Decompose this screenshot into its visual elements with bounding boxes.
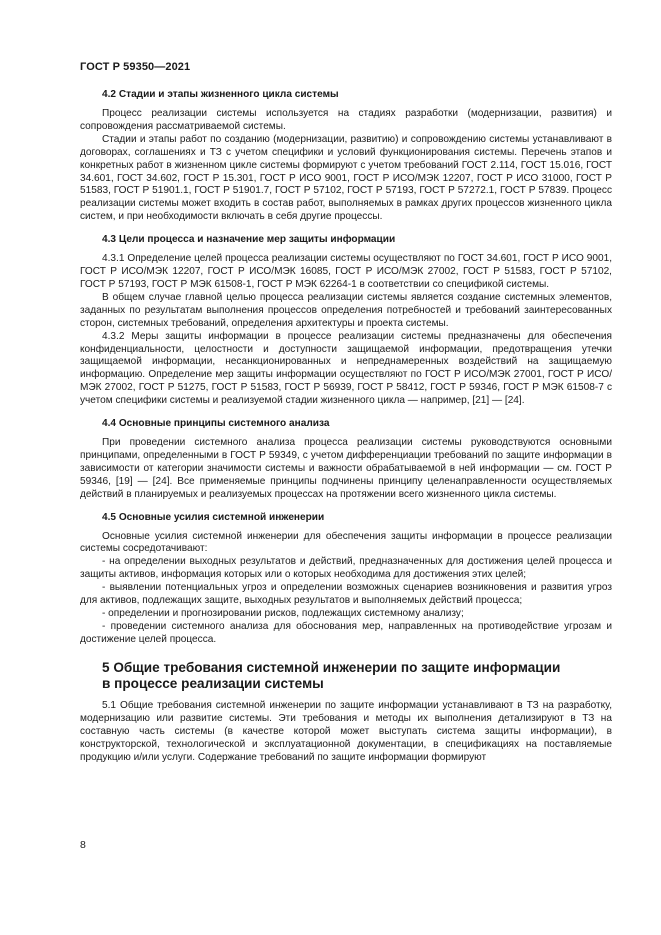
section-heading-4-3: 4.3 Цели процесса и назначение мер защиты информации — [102, 234, 396, 246]
paragraph: Процесс реализации системы используется на стадиях разработки (модернизации, развития) и сопровождения рассматриваемой системы. — [80, 108, 612, 132]
list-item: - выявлении потенциальных угроз и определении возможных сценариев возникновения и развития угроз для активов, подлежащих защите, выходных результатов и выполняемых действий процесса; — [80, 582, 612, 607]
standard-id-header: ГОСТ Р 59350—2021 — [80, 61, 191, 73]
list-item: - на определении выходных результатов и действий, предназначенных для достижения целей процесса и защиты активов, информация которых или о которых необходима для достижения этих целей; — [80, 556, 612, 581]
chapter-heading-line: в процессе реализации системы — [102, 675, 324, 691]
section-heading-4-4: 4.4 Основные принципы системного анализа — [102, 418, 330, 430]
paragraph: Основные усилия системной инженерии для обеспечения защиты информации в процессе реализации системы сосредотачивают: — [80, 530, 612, 555]
paragraph: Стадии и этапы работ по созданию (модернизации, развитию) и сопровождению системы устанавливают в договорах, соглашениях и ТЗ с учетом специфики и условий функционирования системы. Перечень этапов и конкретных работ в жизненном цикле системы формируют с учетом требований ГОСТ 2.114, ГОСТ 15.016, ГОСТ 34.601, ГОСТ 34.602, ГОСТ Р 15.301, ГОСТ Р ИСО 9001, ГОСТ Р ИСО/МЭК 12207, ГОСТ Р ИСО 31000, ГОСТ Р 51583, ГОСТ Р 51901.1, ГОСТ Р 51901.7, ГОСТ Р 57102, ГОСТ Р 57193, ГОСТ Р 57272.1, ГОСТ Р 57839. Процесс реализации системы может входить в состав работ, выполняемых в рамках других процессов жизненного цикла систем, и при необходимости включать в себя другие процессы. — [80, 133, 612, 223]
section-heading-4-2: 4.2 Стадии и этапы жизненного цикла системы — [102, 89, 339, 100]
paragraph: 4.3.2 Меры защиты информации в процессе реализации системы предназначены для обеспечения конфиденциальности, целостности и доступности защищаемой информации, предотвращения утечки защищаемой информации, несанкционированных и непреднамеренных воздействий на защищаемую информацию. Определение мер защиты информации осуществляют по ГОСТ Р ИСО/МЭК 27001, ГОСТ Р ИСО/МЭК 27002, ГОСТ Р 51275, ГОСТ Р 51583, ГОСТ Р 56939, ГОСТ Р 58412, ГОСТ Р 59346, ГОСТ Р МЭК 61508-7 с учетом специфики системы и реализуемой стадии жизненного цикла — например, [21] — [24]. — [80, 330, 612, 407]
paragraph: В общем случае главной целью процесса реализации системы является создание системных элементов, заданных по результатам выполнения процессов определения потребностей и требований заинтересованных сторон, системных требований, определения архитектуры и проекта системы. — [80, 291, 612, 329]
paragraph: 4.3.1 Определение целей процесса реализации системы осуществляют по ГОСТ 34.601, ГОСТ Р ИСО 9001, ГОСТ Р ИСО/МЭК 12207, ГОСТ Р ИСО/МЭК 16085, ГОСТ Р ИСО/МЭК 27002, ГОСТ Р 51583, ГОСТ Р 57102, ГОСТ Р 57193, ГОСТ Р МЭК 61508-1, ГОСТ Р МЭК 62264-1 в соответствии со спецификой системы. — [80, 253, 612, 290]
page-number: 8 — [80, 839, 86, 851]
paragraph: 5.1 Общие требования системной инженерии по защите информации устанавливают в ТЗ на разработку, модернизацию или развитие системы. Эти требования и методы их выполнения детализируют в ТЗ на составную часть системы (в качестве которой может выступать система защиты информации), в конструкторской, технологической и эксплуатационной документации, в спецификациях на поставляемые продукцию и/или услуги. Содержание требований по защите информации формируют — [80, 700, 612, 763]
list-item: - проведении системного анализа для обоснования мер, направленных на противодействие угрозам и достижение целей процесса. — [80, 620, 612, 645]
chapter-heading-5 — [80, 660, 612, 692]
section-heading-4-5: 4.5 Основные усилия системной инженерии — [102, 511, 325, 523]
page-content — [80, 88, 612, 765]
paragraph: При проведении системного анализа процесса реализации системы руководствуются основными принципами, определенными в ГОСТ Р 59349, с учетом дифференциации требований по защите информации в зависимости от категории значимости системы и важности обрабатываемой в ней информации — см. ГОСТ Р 59346, [19] — [24]. Все применяемые принципы подчинены принципу целенаправленности осуществляемых действий в планируемых и реализуемых процессах на протяжении всего жизненного цикла системы. — [80, 437, 612, 500]
list-item: - определении и прогнозировании рисков, подлежащих системному анализу; — [102, 608, 464, 619]
chapter-heading-line: 5 Общие требования системной инженерии по защите информации — [102, 659, 561, 675]
